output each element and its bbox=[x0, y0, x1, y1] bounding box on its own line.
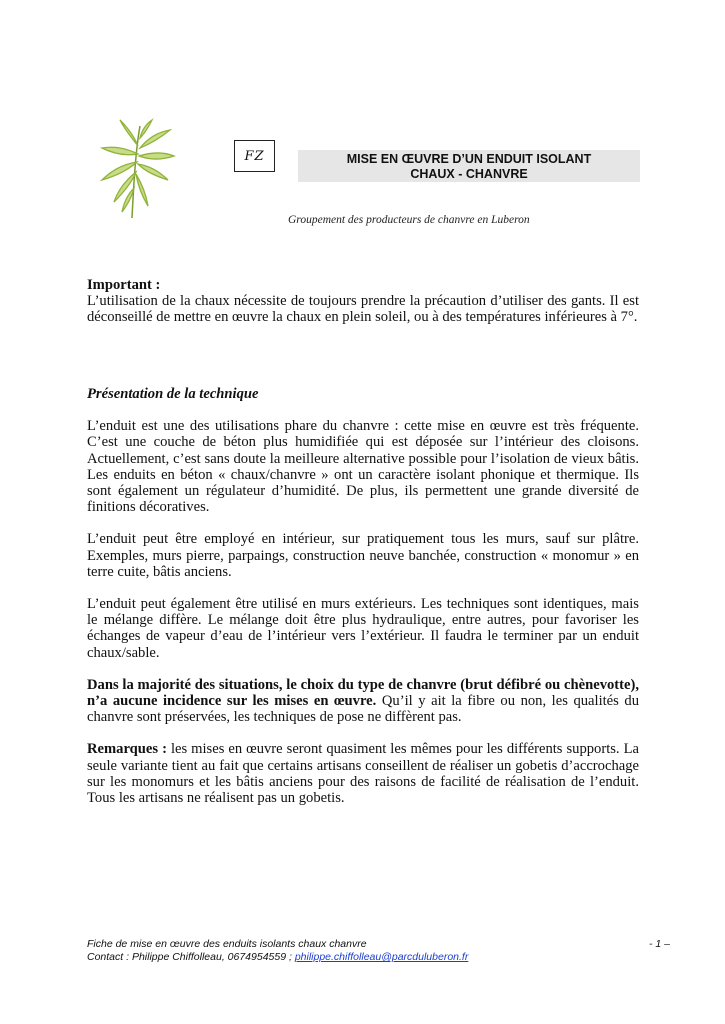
page-footer bbox=[87, 938, 670, 964]
p5-text: les mises en œuvre seront quasiment les mêmes pour les différents supports. La seule variante tient au fait que certains artisans conseillent de réaliser un gobetis d’accrochage sur les monomurs et les bâtis anciens pour des raisons de facilité de réalisation de l’enduit. Tous les artisans ne réalisent pas un gobetis. bbox=[87, 741, 639, 807]
contact-email-link[interactable]: philippe.chiffolleau@parcduluberon.fr bbox=[294, 951, 469, 963]
presentation-section bbox=[87, 386, 639, 806]
document-title bbox=[298, 150, 640, 182]
important-heading: Important : bbox=[87, 277, 161, 293]
hemp-leaf-icon bbox=[96, 118, 176, 222]
presentation-paragraph-4 bbox=[87, 677, 639, 726]
presentation-paragraph-5 bbox=[87, 741, 639, 806]
presentation-heading: Présentation de la technique bbox=[87, 386, 259, 402]
page-number: - 1 – bbox=[648, 938, 670, 950]
fz-badge: FZ bbox=[234, 140, 275, 172]
title-line-2: CHAUX - CHANVRE bbox=[410, 167, 528, 181]
footer-title: Fiche de mise en œuvre des enduits isolants chaux chanvre bbox=[87, 938, 367, 950]
important-text: L’utilisation de la chaux nécessite de toujours prendre la précaution d’utiliser des gants. Il est déconseillé de mettre en œuvre la chaux en plein soleil, ou à des températures inférieures à 7°. bbox=[87, 293, 639, 326]
presentation-paragraph-1: L’enduit est une des utilisations phare du chanvre : cette mise en œuvre est très fréquente. C’est une couche de béton plus humidifiée qui est déposée sur l’intérieur des cloisons. Actuellement, c’est sans doute la meilleure alternative possible pour l’isolation de vieux bâtis. Les enduits en béton « chaux/chanvre » ont un caractère isolant phonique et thermique. Ils sont également un régulateur d’humidité. De plus, ils permettent une grande diversité de finitions décoratives. bbox=[87, 418, 639, 516]
document-subtitle: Groupement des producteurs de chanvre en Luberon bbox=[288, 214, 530, 226]
presentation-paragraph-2: L’enduit peut être employé en intérieur, sur pratiquement tous les murs, sauf sur plâtre. Exemples, murs pierre, parpaings, construction neuve banchée, construction « monomur » en terre cuite, bâtis anciens. bbox=[87, 531, 639, 580]
footer-contact: Contact : Philippe Chiffolleau, 0674954559 ; bbox=[87, 951, 295, 963]
p4-bold-text: Dans la majorité des situations, le choix du type de chanvre (brut défibré ou chènevotte), n’a aucune incidence sur les mises en œuvre. bbox=[87, 676, 639, 710]
p4-text: Qu’il y ait la fibre ou non, les qualités du chanvre sont préservées, les techniques de pose ne diffèrent pas. bbox=[87, 693, 639, 726]
remarques-label: Remarques : bbox=[87, 741, 167, 758]
title-line-1: MISE EN ŒUVRE D’UN ENDUIT ISOLANT bbox=[346, 152, 592, 166]
important-section bbox=[87, 277, 639, 326]
presentation-paragraph-3: L’enduit peut également être utilisé en murs extérieurs. Les techniques sont identiques, mais le mélange diffère. Le mélange doit être plus hydraulique, entre autres, pour favoriser les échanges de vapeur d’eau de l’intérieur vers l’extérieur. Il faudra le terminer par un enduit chaux/sable. bbox=[87, 596, 639, 661]
